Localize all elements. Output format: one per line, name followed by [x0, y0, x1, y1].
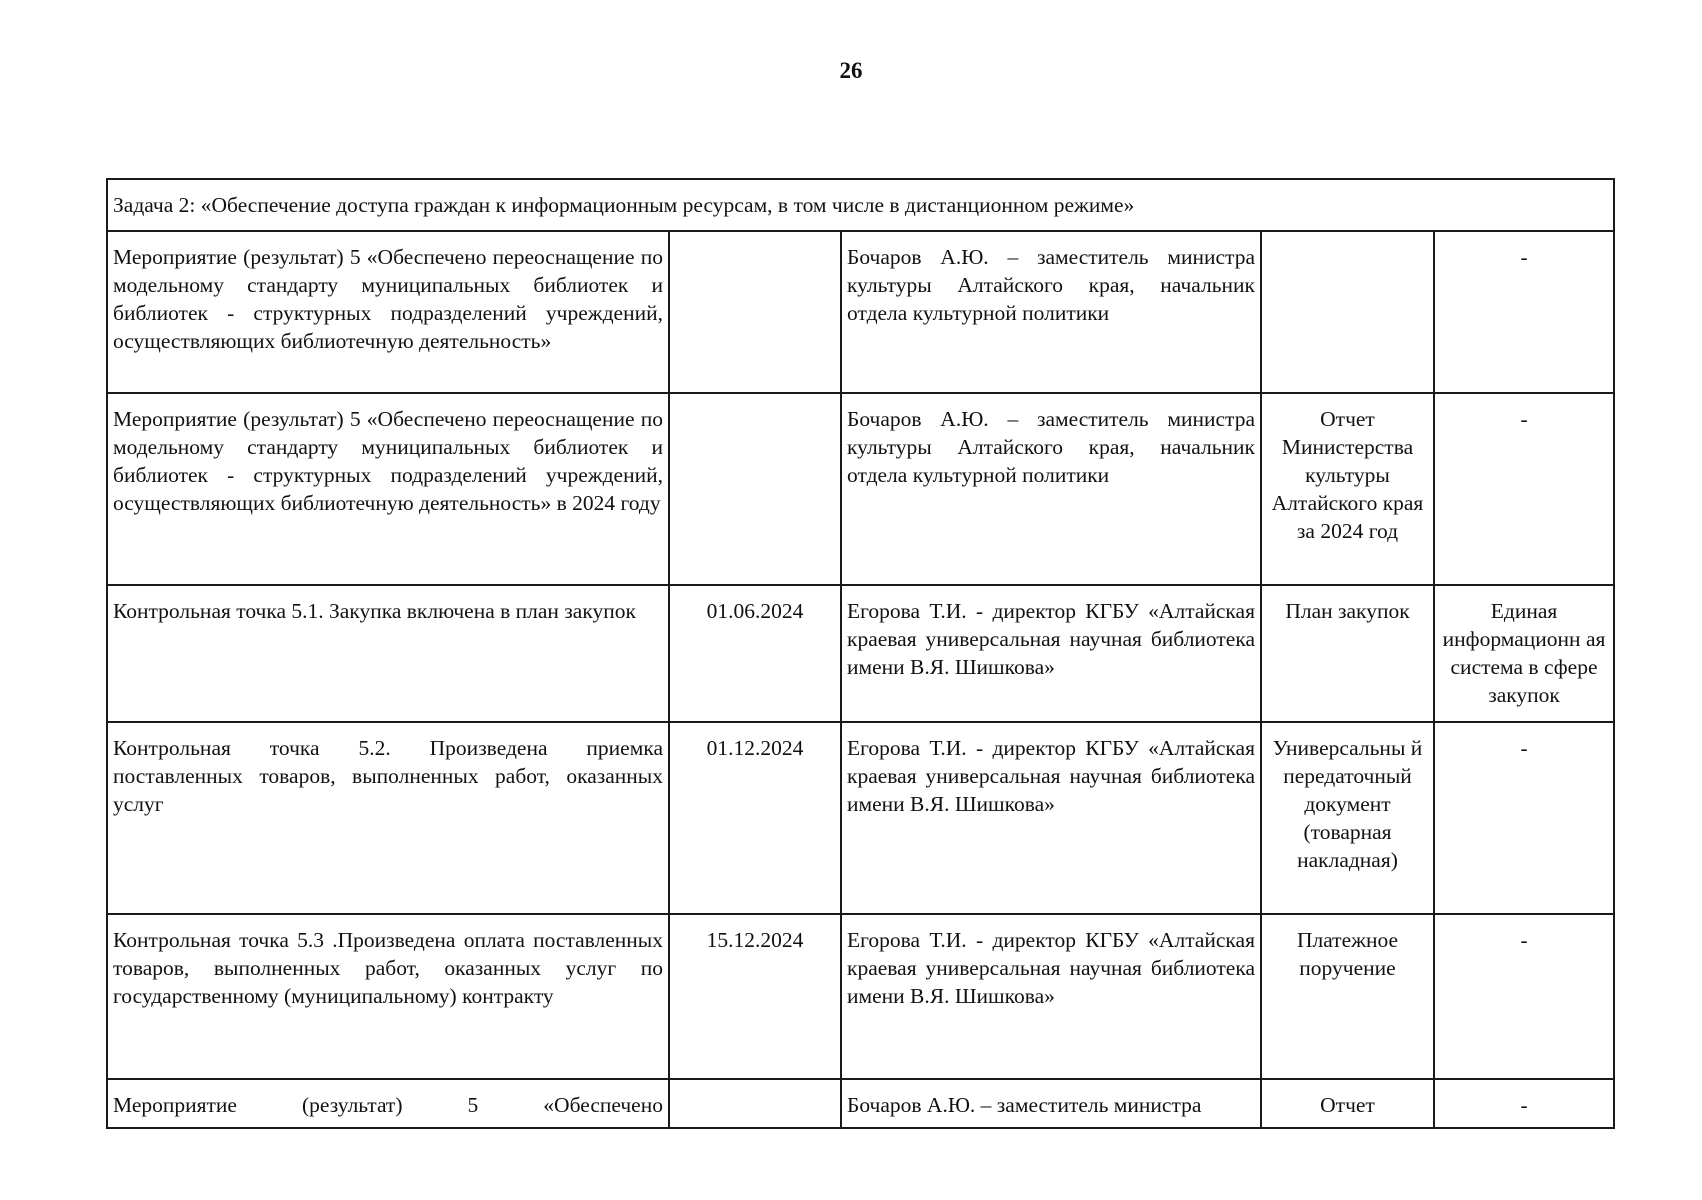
table-row — [107, 722, 1614, 914]
document-cell: План закупок — [1261, 585, 1434, 722]
responsible-cell: Егорова Т.И. - директор КГБУ «Алтайская краевая универсальная научная библиотека имени В.Я. Шишкова» — [841, 722, 1261, 914]
document-cell: Отчет Министерства культуры Алтайского края за 2024 год — [1261, 393, 1434, 585]
document-cell: Отчет — [1261, 1079, 1434, 1128]
table-row — [107, 585, 1614, 722]
measure-cell: Мероприятие (результат) 5 «Обеспечено — [107, 1079, 669, 1128]
table-row — [107, 914, 1614, 1079]
system-cell: - — [1434, 231, 1614, 393]
table-row — [107, 231, 1614, 393]
responsible-cell: Егорова Т.И. - директор КГБУ «Алтайская краевая универсальная научная библиотека имени В.Я. Шишкова» — [841, 585, 1261, 722]
document-cell — [1261, 231, 1434, 393]
system-cell: - — [1434, 722, 1614, 914]
date-cell: 15.12.2024 — [669, 914, 841, 1079]
document-cell: Платежное поручение — [1261, 914, 1434, 1079]
date-cell — [669, 393, 841, 585]
date-cell — [669, 231, 841, 393]
date-cell — [669, 1079, 841, 1128]
page-number: 26 — [839, 58, 863, 83]
system-cell: - — [1434, 393, 1614, 585]
responsible-cell: Бочаров А.Ю. – заместитель министра — [841, 1079, 1261, 1128]
measure-cell: Мероприятие (результат) 5 «Обеспечено переоснащение по модельному стандарту муниципальных библиотек и библиотек - структурных подразделений учреждений, осуществляющих библиотечную деятельность» в 2024 году — [107, 393, 669, 585]
responsible-cell: Бочаров А.Ю. – заместитель министра культуры Алтайского края, начальник отдела культурной политики — [841, 393, 1261, 585]
measure-cell: Контрольная точка 5.3 .Произведена оплата поставленных товаров, выполненных работ, оказанных услуг по государственному (муниципальному) контракту — [107, 914, 669, 1079]
measure-cell: Контрольная точка 5.1. Закупка включена в план закупок — [107, 585, 669, 722]
task-header-row — [107, 179, 1614, 231]
table-row — [107, 1079, 1614, 1128]
table-row — [107, 393, 1614, 585]
measure-cell: Мероприятие (результат) 5 «Обеспечено переоснащение по модельному стандарту муниципальных библиотек и библиотек - структурных подразделений учреждений, осуществляющих библиотечную деятельность» — [107, 231, 669, 393]
plan-table — [106, 178, 1615, 1129]
responsible-cell: Бочаров А.Ю. – заместитель министра культуры Алтайского края, начальник отдела культурной политики — [841, 231, 1261, 393]
date-cell: 01.06.2024 — [669, 585, 841, 722]
date-cell: 01.12.2024 — [669, 722, 841, 914]
system-cell: Единая информационн ая система в сфере закупок — [1434, 585, 1614, 722]
responsible-cell: Егорова Т.И. - директор КГБУ «Алтайская краевая универсальная научная библиотека имени В.Я. Шишкова» — [841, 914, 1261, 1079]
document-cell: Универсальны й передаточный документ (товарная накладная) — [1261, 722, 1434, 914]
system-cell: - — [1434, 1079, 1614, 1128]
system-cell: - — [1434, 914, 1614, 1079]
measure-cell: Контрольная точка 5.2. Произведена приемка поставленных товаров, выполненных работ, оказанных услуг — [107, 722, 669, 914]
task-header: Задача 2: «Обеспечение доступа граждан к информационным ресурсам, в том числе в дистанционном режиме» — [107, 179, 1614, 231]
